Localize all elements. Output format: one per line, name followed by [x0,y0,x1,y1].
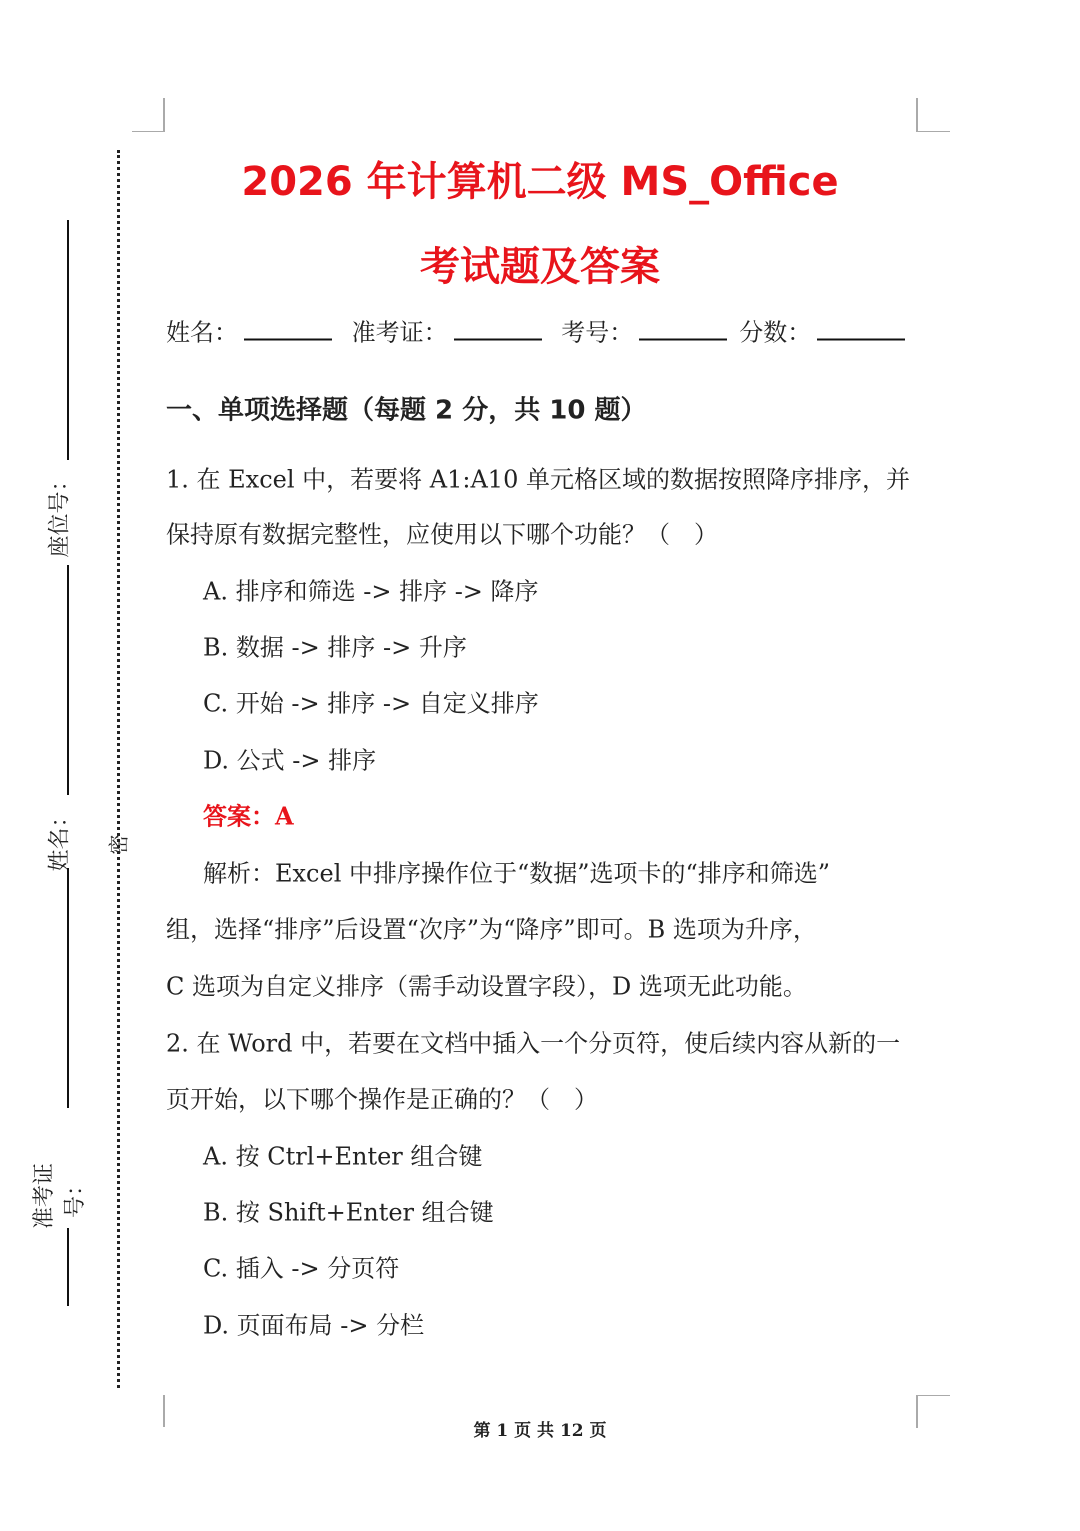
margin-line [67,1228,69,1306]
ticket-blank[interactable] [454,319,542,341]
question-2-option-d: D. 页面布局 -> 分栏 [203,1311,425,1340]
question-2-line-2: 页开始，以下哪个操作是正确的？（ ） [166,1085,598,1114]
dotted-cut-line [117,150,120,1388]
title-line-1: 2026 年计算机二级 MS_Office [241,159,839,205]
name-label: 姓名： [166,318,238,347]
ticket-label: 准考证： [351,318,448,347]
margin-line [67,868,69,1108]
exam-no-label: 考号： [561,318,634,347]
title-line-2: 考试题及答案 [420,244,660,290]
question-2-option-c: C. 插入 -> 分页符 [203,1254,400,1283]
margin-seat-label: 座位号： [47,469,73,558]
student-info-fields [166,313,917,348]
question-1-analysis-line-1: 解析：Excel 中排序操作位于“数据”选项卡的“排序和筛选” [203,859,831,888]
question-1-analysis-line-3: C 选项为自定义排序（需手动设置字段），D 选项无此功能。 [166,972,807,1001]
section-title: 一、单项选择题（每题 2 分，共 10 题） [166,395,647,426]
question-1-answer: 答案：A [203,801,294,831]
corner-mark-tr [916,98,950,132]
page-footer: 第 1 页 共 12 页 [473,1421,607,1441]
margin-ticket-label: 准考证号： [32,1163,88,1230]
exam-no-blank[interactable] [639,319,727,341]
corner-mark-tl [132,98,165,132]
margin-secret-label: 密 [106,834,131,855]
question-1-option-d: D. 公式 -> 排序 [203,746,377,775]
question-2-option-b: B. 按 Shift+Enter 组合键 [203,1198,494,1227]
question-1-line-1: 1. 在 Excel 中，若要将 A1:A10 单元格区域的数据按照降序排序，并 [166,465,910,494]
margin-name-label: 姓名： [47,805,73,872]
score-blank[interactable] [817,319,905,341]
question-1-analysis-line-2: 组，选择“排序”后设置“次序”为“降序”即可。B 选项为升序， [166,915,817,944]
question-1-option-a: A. 排序和筛选 -> 排序 -> 降序 [203,577,539,606]
question-1-option-b: B. 数据 -> 排序 -> 升序 [203,633,467,662]
score-label: 分数： [739,318,812,347]
question-1-line-2: 保持原有数据完整性，应使用以下哪个功能？（ ） [166,520,718,549]
question-2-option-a: A. 按 Ctrl+Enter 组合键 [203,1142,483,1171]
margin-line [67,565,69,795]
name-blank[interactable] [244,319,332,341]
question-1-option-c: C. 开始 -> 排序 -> 自定义排序 [203,689,539,718]
question-2-line-1: 2. 在 Word 中，若要在文档中插入一个分页符，使后续内容从新的一 [166,1029,901,1058]
